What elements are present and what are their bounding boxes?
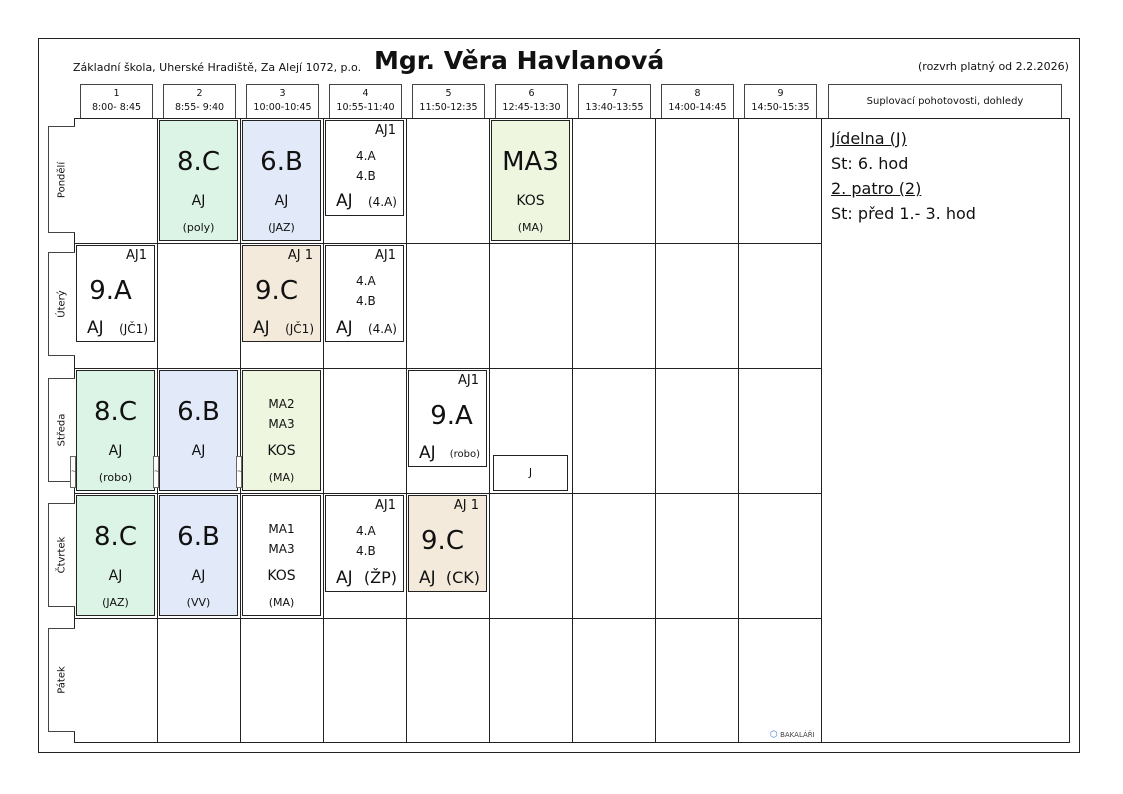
- teacher-name: Mgr. Věra Havlanová: [374, 46, 665, 75]
- lesson-mon-3[interactable]: 6.B AJ (JAZ): [242, 120, 321, 241]
- bakalari-icon: ⬡: [770, 730, 778, 740]
- lesson-wed-3[interactable]: MA2 MA3 KOS (MA): [242, 370, 321, 491]
- period-header-5: 5 11:50-12:35: [412, 84, 485, 118]
- lesson-tue-1[interactable]: AJ1 9.A AJ (JČ1): [76, 245, 155, 342]
- bakalari-logo: ⬡ BAKALÁŘI: [770, 730, 815, 740]
- day-monday: Pondělí: [48, 126, 75, 233]
- day-friday: Pátek: [48, 628, 75, 732]
- period-header-2: 2 8:55- 9:40: [163, 84, 236, 118]
- period-header-3: 3 10:00-10:45: [246, 84, 319, 118]
- continuation-marker: ~: [236, 456, 242, 488]
- period-header-6: 6 12:45-13:30: [495, 84, 568, 118]
- day-tuesday: Úterý: [48, 252, 75, 356]
- lesson-thu-4[interactable]: AJ1 4.A 4.B AJ (ŽP): [325, 495, 404, 592]
- day-thursday: Čtvrtek: [48, 503, 75, 607]
- lesson-tue-4[interactable]: AJ1 4.A 4.B AJ (4.A): [325, 245, 404, 342]
- lesson-mon-2[interactable]: 8.C AJ (poly): [159, 120, 238, 241]
- lesson-tue-3[interactable]: AJ 1 9.C AJ (JČ1): [242, 245, 321, 342]
- period-header-9: 9 14:50-15:35: [744, 84, 817, 118]
- period-header-4: 4 10:55-11:40: [329, 84, 402, 118]
- continuation-marker: ~: [70, 456, 76, 488]
- validity-note: (rozvrh platný od 2.2.2026): [918, 60, 1069, 73]
- lesson-mon-6[interactable]: MA3 KOS (MA): [491, 120, 570, 241]
- period-header-1: 1 8:00- 8:45: [80, 84, 153, 118]
- lesson-mon-4[interactable]: AJ1 4.A 4.B AJ (4.A): [325, 120, 404, 216]
- lesson-thu-5[interactable]: AJ 1 9.C AJ (CK): [408, 495, 487, 592]
- supl-notes: Jídelna (J) St: 6. hod 2. patro (2) St: před 1.- 3. hod: [831, 129, 976, 223]
- period-header-8: 8 14:00-14:45: [661, 84, 734, 118]
- school-name: Základní škola, Uherské Hradiště, Za Alejí 1072, p.o.: [73, 61, 362, 74]
- lesson-thu-3[interactable]: MA1 MA3 KOS (MA): [242, 495, 321, 616]
- supl-header: Suplovací pohotovosti, dohledy: [828, 84, 1062, 118]
- lesson-wed-1[interactable]: 8.C AJ (robo): [76, 370, 155, 491]
- lesson-wed-5[interactable]: AJ1 9.A AJ (robo): [408, 370, 487, 467]
- lesson-thu-1[interactable]: 8.C AJ (JAZ): [76, 495, 155, 616]
- day-wednesday: Středa: [48, 378, 75, 482]
- lesson-wed-2[interactable]: 6.B AJ: [159, 370, 238, 491]
- period-header-7: 7 13:40-13:55: [578, 84, 651, 118]
- duty-wed-6[interactable]: J: [493, 455, 568, 491]
- lesson-thu-2[interactable]: 6.B AJ (VV): [159, 495, 238, 616]
- continuation-marker: ~: [153, 456, 159, 488]
